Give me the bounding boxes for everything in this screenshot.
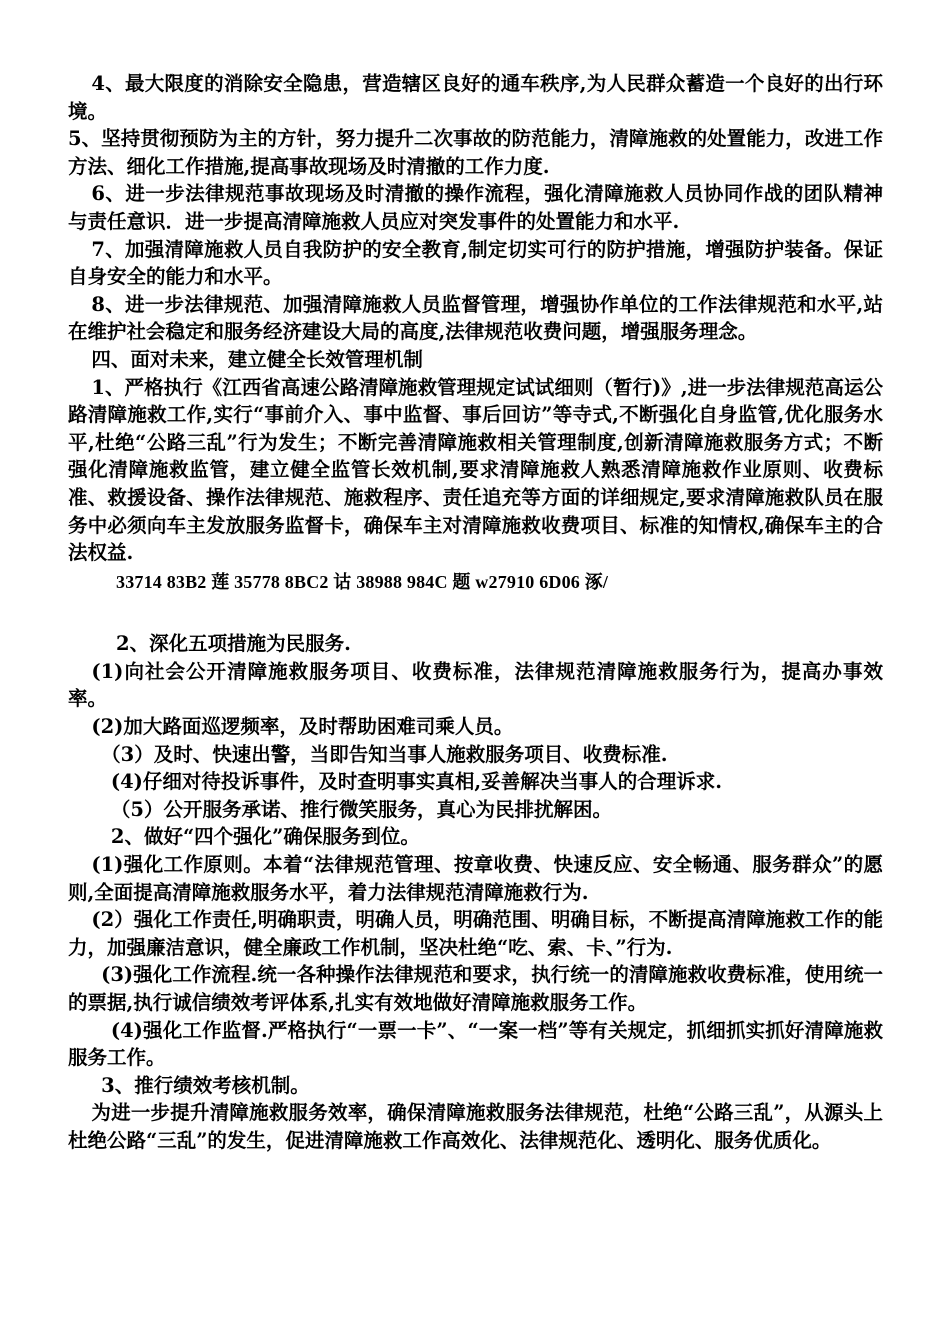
paragraph-item-7: 7、加强清障施救人员自我防护的安全教育,制定切实可行的防护措施，增强防护装备。保证自身安全的能力和水平。 [68, 237, 883, 289]
code-line: 33714 83B2 莲 35778 8BC2 诂 38988 984C 题 w27910 6D06 涿/ [116, 571, 609, 592]
strengthen-4: (4)强化工作监督.严格执行“一票一卡”、“一案一档”等有关规定，抓细抓实抓好清障施救服务工作。 [68, 1018, 883, 1070]
paragraph-item-8: 8、进一步法律规范、加强清障施救人员监督管理，增强协作单位的工作法律规范和水平,站在维护社会稳定和服务经济建设大局的高度,法律规范收费问题，增强服务理念。 [68, 292, 883, 344]
section-heading-4: 四、面对未来，建立健全长效管理机制 [91, 347, 423, 371]
measure-3: （3）及时、快速出警，当即告知当事人施救服务项目、收费标准. [101, 742, 668, 766]
strengthen-3: (3)强化工作流程.统一各种操作法律规范和要求，执行统一的清障施救收费标准，使用统一的票据,执行诚信绩效考评体系,扎实有效地做好清障施救服务工作。 [68, 963, 883, 1014]
measure-5: （5）公开服务承诺、推行微笑服务，真心为民排扰解困。 [110, 797, 612, 821]
subheading-performance: 3、推行绩效考核机制。 [101, 1073, 310, 1097]
paragraph-item-6: 6、进一步法律规范事故现场及时清撤的操作流程，强化清障施救人员协同作战的团队精神与责任意识．进一步提高清障施救人员应对突发事件的处置能力和水平. [68, 182, 883, 233]
paragraph-performance: 为进一步提升清障施救服务效率，确保清障施救服务法律规范，杜绝“公路三乱”，从源头上杜绝公路“三乱”的发生，促进清障施救工作高效化、法律规范化、透明化、服务优质化。 [68, 1101, 883, 1152]
paragraph-regulation: 1、严格执行《江西省高速公路清障施救管理规定试试细则（暂行)》,进一步法律规范高运公路清障施救工作,实行“事前介入、事中监督、事后回访”等寺式,不断强化自身监管,优化服务水平,杜绝“公路三乱”行为发生；不断完善清障施救相关管理制度,创新清障施救服务方式；不断强化清障施救监管，建立健全监管长效机制,要求清障施救人熟悉清障施救作业原则、收费标准、救援设备、操作法律规范、施救程序、责任追充等方面的详细规定,要求清障施救队员在服务中必须向车主发放服务监督卡，确保车主对清障施救收费项目、标准的知情权,确保车主的合法权益. [68, 375, 883, 565]
measure-1: (1)向社会公开清障施救服务项目、收费标准，法律规范清障施救服务行为，提高办事效率。 [68, 659, 883, 711]
measure-4: (4)仔细对待投诉事件，及时查明事实真相,妥善解决当事人的合理诉求. [110, 770, 722, 794]
spacer [68, 596, 883, 630]
subheading-five-measures: 2、深化五项措施为民服务. [116, 632, 351, 656]
strengthen-2: (2）强化工作责任,明确职责，明确人员，明确范围、明确目标，不断提高清障施救工作的能力，加强廉洁意识，健全廉政工作机制，坚决杜绝“吃、索、卡、”行为. [68, 908, 883, 959]
strengthen-1: (1)强化工作原则。本着“法律规范管理、按章收费、快速反应、安全畅通、服务群众”的愿则,全面提高清障施救服务水平，着力法律规范清障施救行为. [68, 853, 883, 904]
document-content [68, 70, 883, 1155]
measure-2: (2)加大路面巡逻频率，及时帮助困难司乘人员。 [91, 715, 514, 739]
paragraph-item-4: 4、最大限度的消除安全隐患，营造辖区良好的通车秩序,为人民群众蓄造一个良好的出行环境。 [68, 72, 883, 123]
paragraph-item-5: 5、坚持贯彻预防为主的方针，努力提升二次事故的防范能力，清障施救的处置能力，改进工作方法、细化工作措施,提高事故现场及时清撤的工作力度. [68, 127, 883, 178]
subheading-four-strengthen: 2、做好“四个强化”确保服务到位。 [110, 825, 420, 849]
